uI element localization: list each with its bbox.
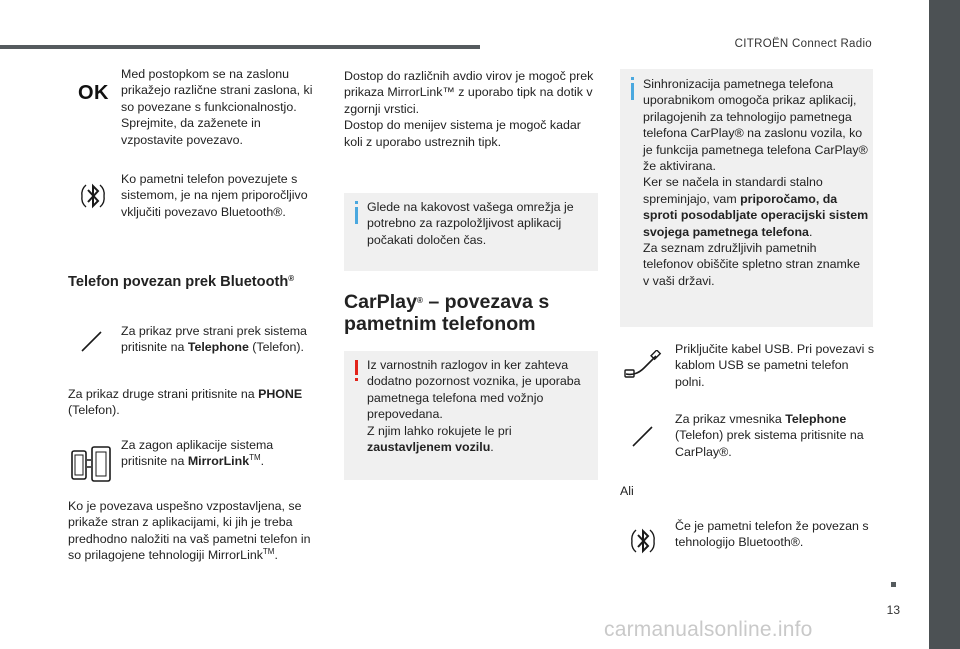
warning-icon — [355, 360, 358, 375]
bluetooth-icon — [76, 176, 110, 216]
bluetooth-paragraph: Ko pametni telefon povezujete s sistemom, je na njem priporočljivo vključiti povezavo Bluetooth®. — [121, 172, 308, 219]
or-text: Ali — [620, 484, 634, 498]
section-heading-carplay: CarPlay® – povezava s pametnim telefonom — [344, 291, 550, 335]
phone-paragraph: Za prikaz druge strani pritisnite na PHONE (Telefon). — [68, 387, 303, 418]
carplay-telephone-paragraph: Za prikaz vmesnika Telephone (Telefon) prek sistema pritisnite na CarPlay®. — [675, 412, 864, 459]
touch-tap-icon — [79, 329, 103, 353]
info-carplay-text: Sinhronizacija pametnega telefona uporabnikom omogoča prikaz aplikacij, prilagojenih za tehnologijo pametnega telefona CarPlay® na zaslonu vozila, ko je funkcija pametnega telefona CarPlay® že aktivirana. Ker se načela in standardi stalno spreminjajo, vam priporočamo, da sproti posodabljate operacijski sistem svojega pametnega telefona. Za seznam združljivih pametnih telefonov obiščite spletno stran znamke v vaši državi. — [643, 77, 869, 288]
mirrorlink-paragraph: Za zagon aplikacije sistema pritisnite na MirrorLink™. — [121, 438, 274, 469]
watermark: carmanualsonline.info — [604, 618, 813, 641]
side-bar — [929, 0, 960, 649]
telephone-paragraph: Za prikaz prve strani prek sistema pritisnite na Telephone (Telefon). — [121, 324, 307, 355]
info-icon — [355, 207, 358, 224]
ok-icon: OK — [78, 82, 109, 104]
bluetooth-icon-carplay — [626, 521, 660, 561]
page-marker — [891, 582, 896, 587]
usb-paragraph: Priključite kabel USB. Pri povezavi s kablom USB se pametni telefon polni. — [675, 342, 875, 389]
ok-paragraph: Med postopkom se na zaslonu prikažejo različne strani zaslona, ki so povezane s funkcionalnostjo. Sprejmite, da zaženete in vzpostavite povezavo. — [121, 67, 313, 147]
page-number: 13 — [886, 603, 900, 617]
header-rule — [0, 45, 480, 49]
audio-sources-paragraph: Dostop do različnih avdio virov je mogoč prek prikaza MirrorLink™ z uporabo tipk na dotik v zgornji vrstici. Dostop do menijev sistema je mogoč kadar koli z uporabo ustreznih tipk. — [344, 69, 594, 149]
carplay-bluetooth-paragraph: Če je pametni telefon že povezan s tehnologijo Bluetooth®. — [675, 519, 869, 550]
info-network-text: Glede na kakovost vašega omrežja je potrebno za razpoložljivost aplikacij počakati določen čas. — [367, 200, 574, 247]
section-heading-bluetooth: Telefon povezan prek Bluetooth® — [68, 274, 295, 290]
page-header: CITROËN Connect Radio — [734, 38, 872, 50]
usb-cable-icon — [622, 350, 662, 380]
mirrorlink-result-paragraph: Ko je povezava uspešno vzpostavljena, se prikaže stran z aplikacijami, ki jih je treba predhodno naložiti na vaš pametni telefon in so prilagojene tehnologiji MirrorLink™. — [68, 499, 311, 563]
touch-tap-icon-carplay — [630, 424, 654, 448]
mirrorlink-icon — [70, 445, 112, 483]
warning-safety-text: Iz varnostnih razlogov in ker zahteva dodatno pozornost voznika, je uporaba pametnega telefona med vožnjo prepovedana. Z njim lahko rokujete le pri zaustavljenem vozilu. — [367, 358, 581, 455]
info-icon-carplay — [631, 83, 634, 100]
